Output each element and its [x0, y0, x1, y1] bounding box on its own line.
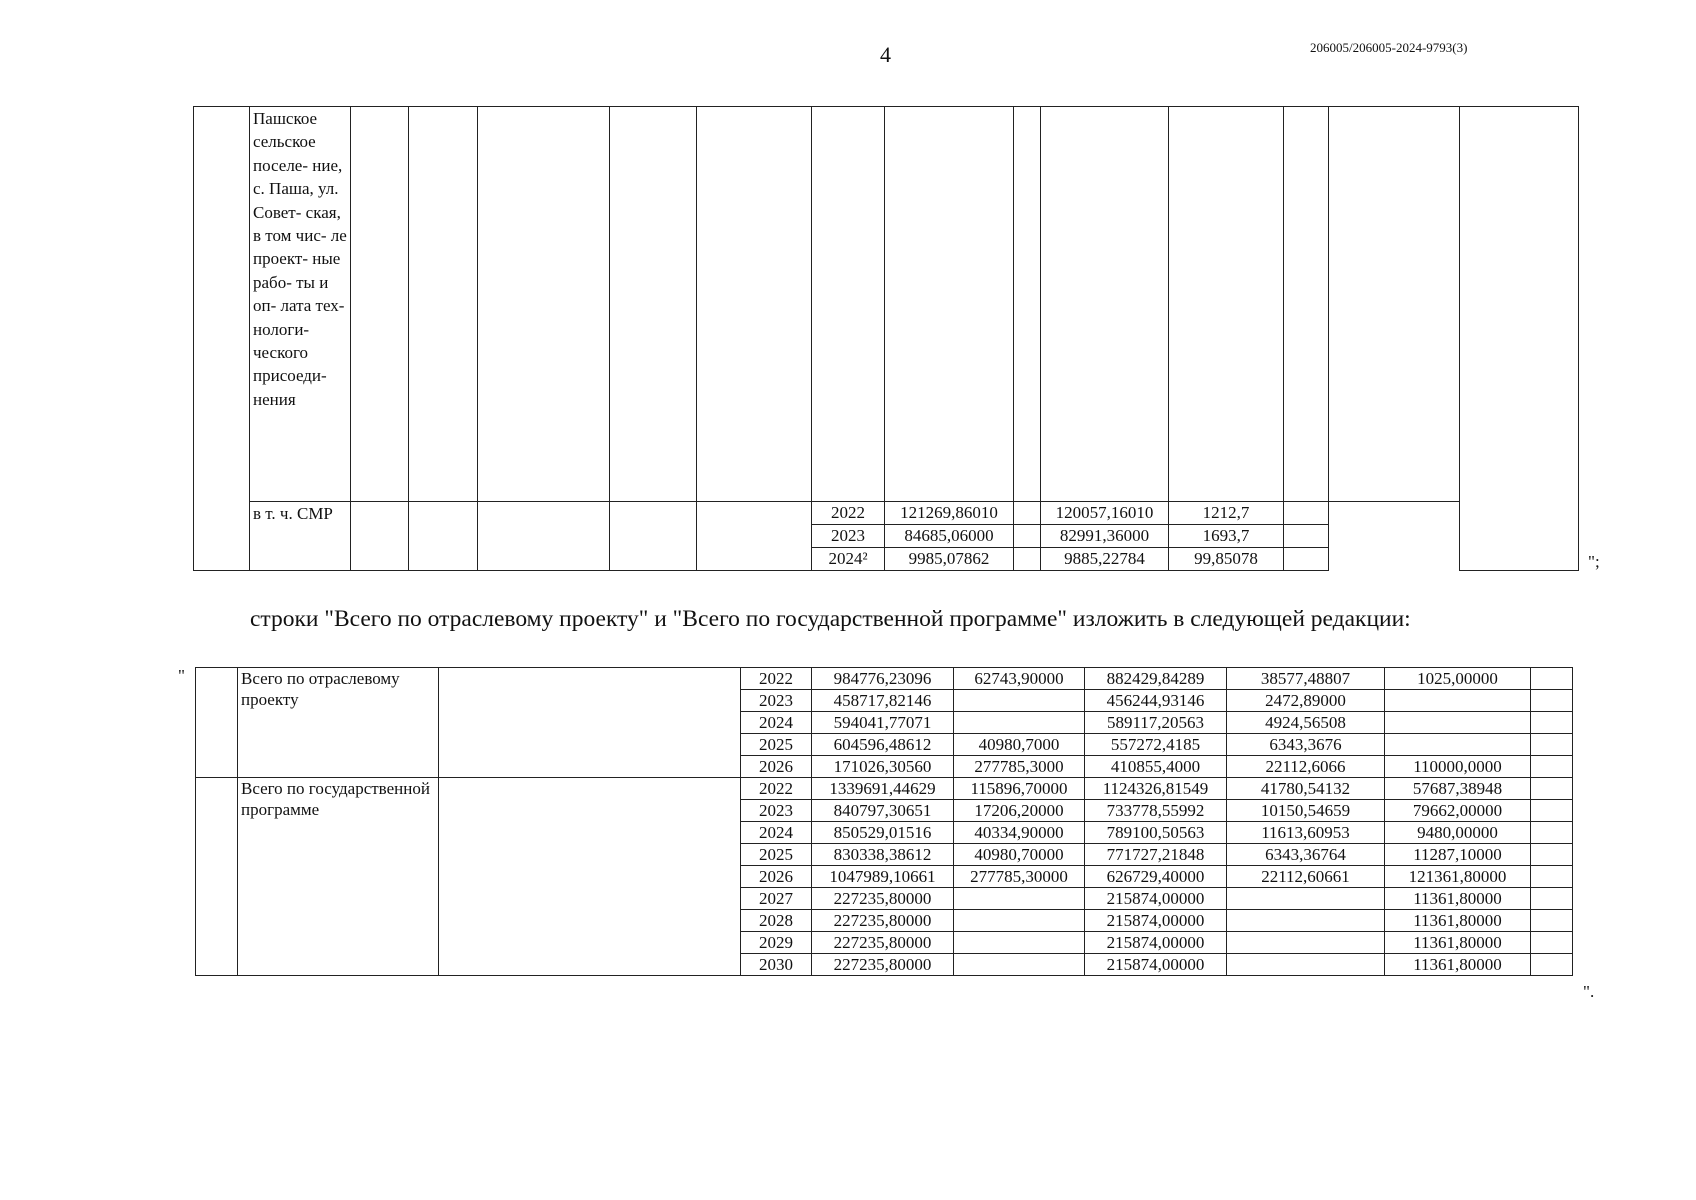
value-cell: 840797,30651: [812, 800, 954, 822]
value-cell: 227235,80000: [812, 888, 954, 910]
value-cell: 84685,06000: [885, 525, 1014, 548]
value-cell: [1227, 888, 1385, 910]
year-cell: 2023: [741, 800, 812, 822]
value-cell: [1014, 548, 1041, 571]
group-label-cell: Всего по отраслевому проекту: [238, 668, 439, 778]
value-cell: 40980,7000: [954, 734, 1085, 756]
value-cell: 1693,7: [1169, 525, 1284, 548]
value-cell: 38577,48807: [1227, 668, 1385, 690]
value-cell: 456244,93146: [1085, 690, 1227, 712]
value-cell: [1385, 734, 1531, 756]
value-cell: 594041,77071: [812, 712, 954, 734]
value-cell: [1385, 712, 1531, 734]
year-cell: 2025: [741, 734, 812, 756]
value-cell: 9985,07862: [885, 548, 1014, 571]
year-cell: 2024²: [812, 548, 885, 571]
value-cell: 227235,80000: [812, 910, 954, 932]
value-cell: 277785,30000: [954, 866, 1085, 888]
page-number: 4: [880, 42, 891, 67]
value-cell: [954, 690, 1085, 712]
value-cell: 22112,6066: [1227, 756, 1385, 778]
value-cell: [1227, 954, 1385, 976]
value-cell: 1025,00000: [1385, 668, 1531, 690]
value-cell: 1047989,10661: [812, 866, 954, 888]
value-cell: 4924,56508: [1227, 712, 1385, 734]
year-cell: 2026: [741, 866, 812, 888]
value-cell: 120057,16010: [1041, 502, 1169, 525]
year-cell: 2022: [812, 502, 885, 525]
sub-label-cell: в т. ч. СМР: [250, 502, 351, 571]
value-cell: 2472,89000: [1227, 690, 1385, 712]
year-cell: 2030: [741, 954, 812, 976]
value-cell: 11361,80000: [1385, 954, 1531, 976]
value-cell: 1124326,81549: [1085, 778, 1227, 800]
value-cell: [1284, 548, 1329, 571]
value-cell: 11613,60953: [1227, 822, 1385, 844]
value-cell: 9480,00000: [1385, 822, 1531, 844]
value-cell: 1339691,44629: [812, 778, 954, 800]
value-cell: [954, 888, 1085, 910]
table-row: [194, 502, 1579, 525]
group-label-cell: Всего по государственной программе: [238, 778, 439, 976]
value-cell: 79662,00000: [1385, 800, 1531, 822]
closing-quote-mark: ";: [1588, 552, 1600, 571]
document-number: 206005/206005-2024-9793(3): [1310, 40, 1468, 55]
value-cell: 215874,00000: [1085, 910, 1227, 932]
year-cell: 2027: [741, 888, 812, 910]
value-cell: [1227, 932, 1385, 954]
table-row: [196, 778, 1573, 800]
value-cell: 82991,36000: [1041, 525, 1169, 548]
value-cell: [954, 932, 1085, 954]
year-cell: 2024: [741, 822, 812, 844]
table-row: [196, 668, 1573, 690]
value-cell: 11287,10000: [1385, 844, 1531, 866]
object-table: [193, 106, 1579, 571]
value-cell: 733778,55992: [1085, 800, 1227, 822]
value-cell: 984776,23096: [812, 668, 954, 690]
value-cell: 22112,60661: [1227, 866, 1385, 888]
value-cell: 557272,4185: [1085, 734, 1227, 756]
opening-quote-mark: ": [178, 666, 185, 685]
instruction-paragraph: строки "Всего по отраслевому проекту" и "Всего по государственной программе" изложить в следующей редакции:: [250, 606, 1411, 632]
value-cell: 11361,80000: [1385, 888, 1531, 910]
value-cell: [1014, 525, 1041, 548]
value-cell: [1227, 910, 1385, 932]
value-cell: 41780,54132: [1227, 778, 1385, 800]
value-cell: [954, 954, 1085, 976]
value-cell: 121269,86010: [885, 502, 1014, 525]
closing-quote-mark: ".: [1583, 982, 1595, 1001]
value-cell: 850529,01516: [812, 822, 954, 844]
year-cell: 2023: [741, 690, 812, 712]
totals-table: [195, 667, 1573, 976]
value-cell: 171026,30560: [812, 756, 954, 778]
year-cell: 2029: [741, 932, 812, 954]
value-cell: 830338,38612: [812, 844, 954, 866]
value-cell: 121361,80000: [1385, 866, 1531, 888]
value-cell: 215874,00000: [1085, 954, 1227, 976]
value-cell: [1385, 690, 1531, 712]
value-cell: 215874,00000: [1085, 888, 1227, 910]
value-cell: 10150,54659: [1227, 800, 1385, 822]
value-cell: [954, 712, 1085, 734]
value-cell: 17206,20000: [954, 800, 1085, 822]
year-cell: 2024: [741, 712, 812, 734]
value-cell: 57687,38948: [1385, 778, 1531, 800]
value-cell: 6343,3676: [1227, 734, 1385, 756]
value-cell: 277785,3000: [954, 756, 1085, 778]
year-cell: 2022: [741, 668, 812, 690]
year-cell: 2028: [741, 910, 812, 932]
year-cell: 2022: [741, 778, 812, 800]
value-cell: 115896,70000: [954, 778, 1085, 800]
value-cell: [1284, 502, 1329, 525]
value-cell: 40980,70000: [954, 844, 1085, 866]
value-cell: 626729,40000: [1085, 866, 1227, 888]
value-cell: 789100,50563: [1085, 822, 1227, 844]
value-cell: 99,85078: [1169, 548, 1284, 571]
value-cell: 40334,90000: [954, 822, 1085, 844]
value-cell: 458717,82146: [812, 690, 954, 712]
value-cell: 410855,4000: [1085, 756, 1227, 778]
value-cell: 11361,80000: [1385, 910, 1531, 932]
value-cell: 227235,80000: [812, 932, 954, 954]
object-row: [194, 107, 1579, 502]
year-cell: 2023: [812, 525, 885, 548]
value-cell: 227235,80000: [812, 954, 954, 976]
value-cell: 1212,7: [1169, 502, 1284, 525]
value-cell: 110000,0000: [1385, 756, 1531, 778]
value-cell: [1014, 502, 1041, 525]
object-name-cell: Пашское сельское поселе- ние, с. Паша, ул. Совет- ская, в том чис- ле проект- ные рабо- ты и оп- лата тех- нологи- ческого присоеди- нения: [250, 107, 351, 502]
value-cell: 882429,84289: [1085, 668, 1227, 690]
value-cell: 771727,21848: [1085, 844, 1227, 866]
value-cell: 589117,20563: [1085, 712, 1227, 734]
value-cell: 604596,48612: [812, 734, 954, 756]
value-cell: [1284, 525, 1329, 548]
value-cell: 11361,80000: [1385, 932, 1531, 954]
value-cell: 215874,00000: [1085, 932, 1227, 954]
value-cell: 9885,22784: [1041, 548, 1169, 571]
value-cell: [954, 910, 1085, 932]
year-cell: 2026: [741, 756, 812, 778]
value-cell: 62743,90000: [954, 668, 1085, 690]
totals-table-body: [196, 668, 1573, 976]
year-cell: 2025: [741, 844, 812, 866]
value-cell: 6343,36764: [1227, 844, 1385, 866]
